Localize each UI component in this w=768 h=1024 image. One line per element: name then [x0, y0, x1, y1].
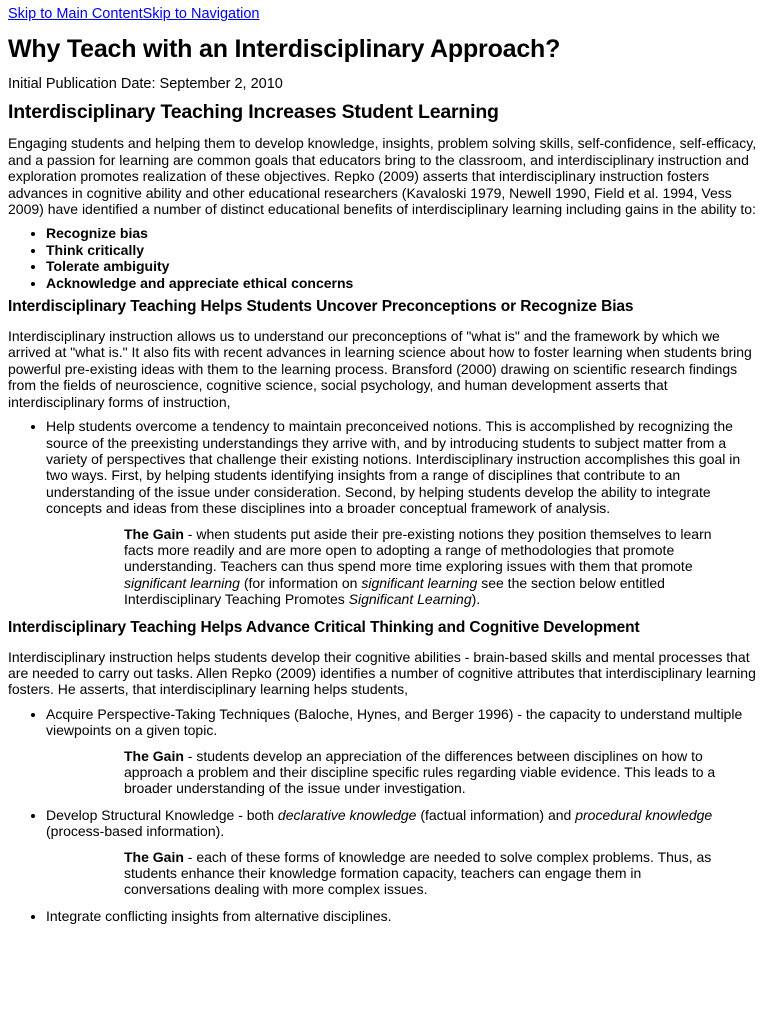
list-item: • Tolerate ambiguity	[46, 258, 760, 274]
list-item-text: Help students overcome a tendency to maintain preconceived notions. This is accomplished by recognizing the source of the preexisting understandings they arrive with, and by introducing students to subject matter from a variety of perspectives that challenge their existing notions. Interdisciplinary instruction accomplishes this goal in two ways. First, by helping students identifying insights from a range of disciplines that contribute to an understanding of the issue under consideration. Second, by helping students develop the ability to integrate concepts and ideas from these disciplines into a broader conceptual framework of analysis.	[46, 418, 741, 517]
bias-paragraph: Interdisciplinary instruction allows us to understand our preconceptions of "what is" and the framework by which we arrived at "what is." It also fits with recent advances in learning science about how to foster learning when students bring powerful pre-existing ideas with them to the learning process. Bransford (2000) drawing on scientific research findings from the fields of neuroscience, cognitive science, social psychology, and human development asserts that interdisciplinary forms of instruction,	[8, 328, 752, 410]
section-heading-recognize-bias: Interdisciplinary Teaching Helps Students Uncover Preconceptions or Recognize Bias	[8, 298, 634, 316]
section-heading-critical-thinking: Interdisciplinary Teaching Helps Advance Critical Thinking and Cognitive Development	[8, 618, 640, 636]
list-item-emphasis: procedural knowledge	[575, 806, 713, 823]
gain-text: - students develop an appreciation of the differences between disciplines on how to approach a problem and their discipline specific rules regarding viable evidence. This leads to a broader understanding of the issue under investigation.	[124, 747, 716, 797]
gain-text: - when students put aside their pre-existing notions they position themselves to learn facts more readily and are more open to adopting a range of methodologies that promote understanding. Teachers can thus spend more time exploring issues with them that promote	[124, 525, 712, 575]
gain-emphasis: significant learning	[361, 574, 478, 591]
list-item	[46, 706, 760, 797]
list-item-emphasis: declarative knowledge	[277, 806, 417, 823]
list-item: • Recognize bias	[46, 225, 760, 241]
gain-note	[124, 849, 724, 898]
gain-label: The Gain	[124, 848, 184, 865]
bias-list	[8, 418, 760, 607]
section-heading-student-learning: Interdisciplinary Teaching Increases Student Learning	[8, 101, 499, 124]
skip-links	[8, 6, 760, 23]
gain-text: - each of these forms of knowledge are needed to solve complex problems. Thus, as students enhance their knowledge formation capacity, teachers can engage them in conversations dealing with more complex issues.	[124, 848, 712, 898]
list-item	[46, 418, 760, 607]
gain-emphasis: significant learning	[124, 574, 240, 591]
gain-label: The Gain	[124, 525, 184, 542]
publication-date: Initial Publication Date: September 2, 2010	[8, 76, 283, 92]
list-item: • Acknowledge and appreciate ethical concerns	[46, 275, 760, 291]
critical-thinking-paragraph: Interdisciplinary instruction helps students develop their cognitive abilities - brain-based skills and mental processes that are needed to carry out tasks. Allen Repko (2009) identifies a number of cognitive attributes that interdisciplinary learning fosters. He asserts, that interdisciplinary learning helps students,	[8, 648, 756, 698]
gain-label: The Gain	[124, 747, 184, 764]
gain-emphasis: Significant Learning	[348, 591, 472, 608]
gain-note	[124, 748, 724, 797]
skip-to-main-link[interactable]: Skip to Main Content	[8, 6, 143, 22]
list-item-text: (factual information) and	[416, 806, 576, 823]
gain-text: see the section below entitled Interdisciplinary Teaching Promotes	[124, 574, 665, 608]
list-item: • Integrate conflicting insights from alternative disciplines.	[46, 908, 760, 924]
skip-to-navigation-link[interactable]: Skip to Navigation	[142, 6, 260, 22]
gain-note	[124, 526, 724, 608]
list-item-text: Develop Structural Knowledge - both	[46, 806, 278, 823]
intro-paragraph: Engaging students and helping them to develop knowledge, insights, problem solving skills, self-confidence, self-efficacy, and a passion for learning are common goals that educators bring to the classroom, and interdisciplinary instruction and exploration promotes realization of these objectives. Repko (2009) asserts that interdisciplinary instruction fosters advances in cognitive ability and other educational researchers (Kavaloski 1979, Newell 1990, Field et al. 1994, Vess 2009) have identified a number of distinct educational benefits of interdisciplinary learning including gains in the ability to:	[8, 135, 757, 218]
list-item-text: Acquire Perspective-Taking Techniques (Baloche, Hynes, and Berger 1996) - the capacity to understand multiple viewpoints on a given topic.	[46, 705, 743, 739]
cognitive-attributes-list	[8, 706, 760, 924]
page-title: Why Teach with an Interdisciplinary Approach?	[8, 35, 561, 63]
gain-text: ).	[471, 591, 481, 608]
list-item	[46, 807, 760, 898]
list-item: • Think critically	[46, 242, 760, 258]
benefits-list	[8, 225, 760, 291]
list-item-text: (process-based information).	[46, 823, 225, 840]
gain-text: (for information on	[239, 574, 362, 591]
